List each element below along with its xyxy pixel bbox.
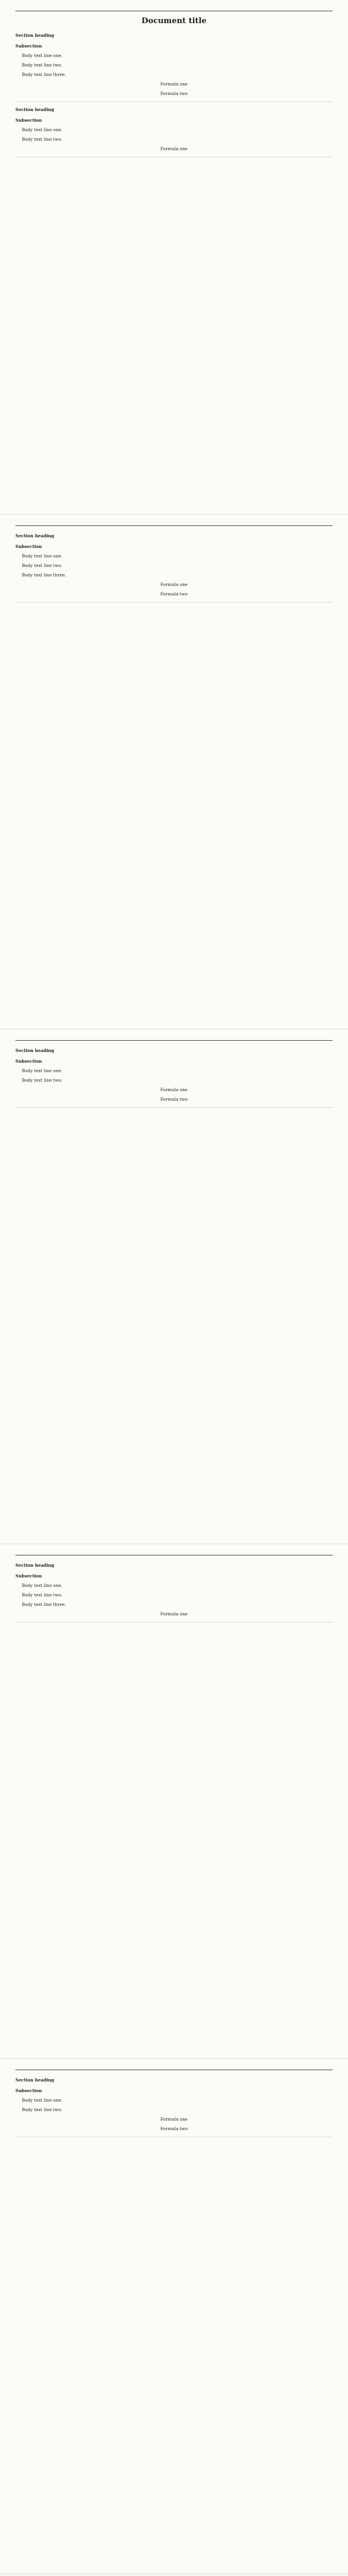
formula: Formula one bbox=[160, 1611, 188, 1617]
page-1 bbox=[0, 0, 348, 515]
section-divider bbox=[15, 1622, 333, 1623]
paragraph: Body text line three. bbox=[21, 72, 67, 77]
section-divider bbox=[15, 1107, 333, 1108]
section-heading: Section heading bbox=[15, 533, 55, 538]
paragraph: Body text line one. bbox=[21, 127, 62, 132]
page-header bbox=[15, 1544, 333, 1555]
page-header bbox=[15, 0, 333, 11]
paragraph: Body text line two. bbox=[21, 563, 63, 568]
formula: Formula one bbox=[160, 2116, 188, 2122]
page-content bbox=[15, 532, 333, 603]
paragraph: Body text line one. bbox=[21, 553, 62, 559]
section-heading: Section heading bbox=[15, 2077, 55, 2083]
paragraph: Body text line three. bbox=[21, 1602, 67, 1607]
section-heading: Section heading bbox=[15, 1048, 55, 1053]
page-5 bbox=[0, 2059, 348, 2574]
section-subheading: Subsection bbox=[15, 1059, 42, 1064]
page-content bbox=[15, 17, 333, 157]
page-content bbox=[15, 2076, 333, 2137]
section-heading: Section heading bbox=[15, 33, 55, 38]
paragraph: Body text line one. bbox=[21, 53, 62, 58]
paragraph: Body text line three. bbox=[21, 572, 67, 578]
formula: Formula one bbox=[160, 1087, 188, 1092]
paragraph: Body text line one. bbox=[21, 2097, 62, 2103]
formula: Formula two bbox=[160, 91, 188, 96]
page-header bbox=[15, 2059, 333, 2070]
section-subheading: Subsection bbox=[15, 118, 42, 123]
section-heading: Section heading bbox=[15, 107, 55, 112]
formula: Formula two bbox=[160, 591, 188, 597]
page-header bbox=[15, 1029, 333, 1041]
page-content bbox=[15, 1561, 333, 1623]
paragraph: Body text line one. bbox=[21, 1068, 62, 1073]
section-subheading: Subsection bbox=[15, 2088, 42, 2093]
formula: Formula one bbox=[160, 582, 188, 587]
page-3 bbox=[0, 1029, 348, 1544]
page-content bbox=[15, 1047, 333, 1108]
page-4 bbox=[0, 1544, 348, 2059]
paragraph: Body text line one. bbox=[21, 1583, 62, 1588]
page-2 bbox=[0, 515, 348, 1029]
formula: Formula one bbox=[160, 146, 188, 151]
formula: Formula two bbox=[160, 1097, 188, 1102]
page-header bbox=[15, 515, 333, 526]
formula: Formula one bbox=[160, 81, 188, 87]
paragraph: Body text line two. bbox=[21, 1078, 63, 1083]
paragraph: Body text line two. bbox=[21, 137, 63, 142]
section-subheading: Subsection bbox=[15, 1573, 42, 1579]
paragraph: Body text line two. bbox=[21, 62, 63, 68]
section-divider bbox=[15, 602, 333, 603]
page-title: Document title bbox=[141, 17, 207, 26]
section-heading: Section heading bbox=[15, 1563, 55, 1568]
section-subheading: Subsection bbox=[15, 544, 42, 549]
formula: Formula two bbox=[160, 2126, 188, 2131]
section-subheading: Subsection bbox=[15, 43, 42, 49]
paragraph: Body text line two. bbox=[21, 2107, 63, 2112]
paragraph: Body text line two. bbox=[21, 1592, 63, 1598]
